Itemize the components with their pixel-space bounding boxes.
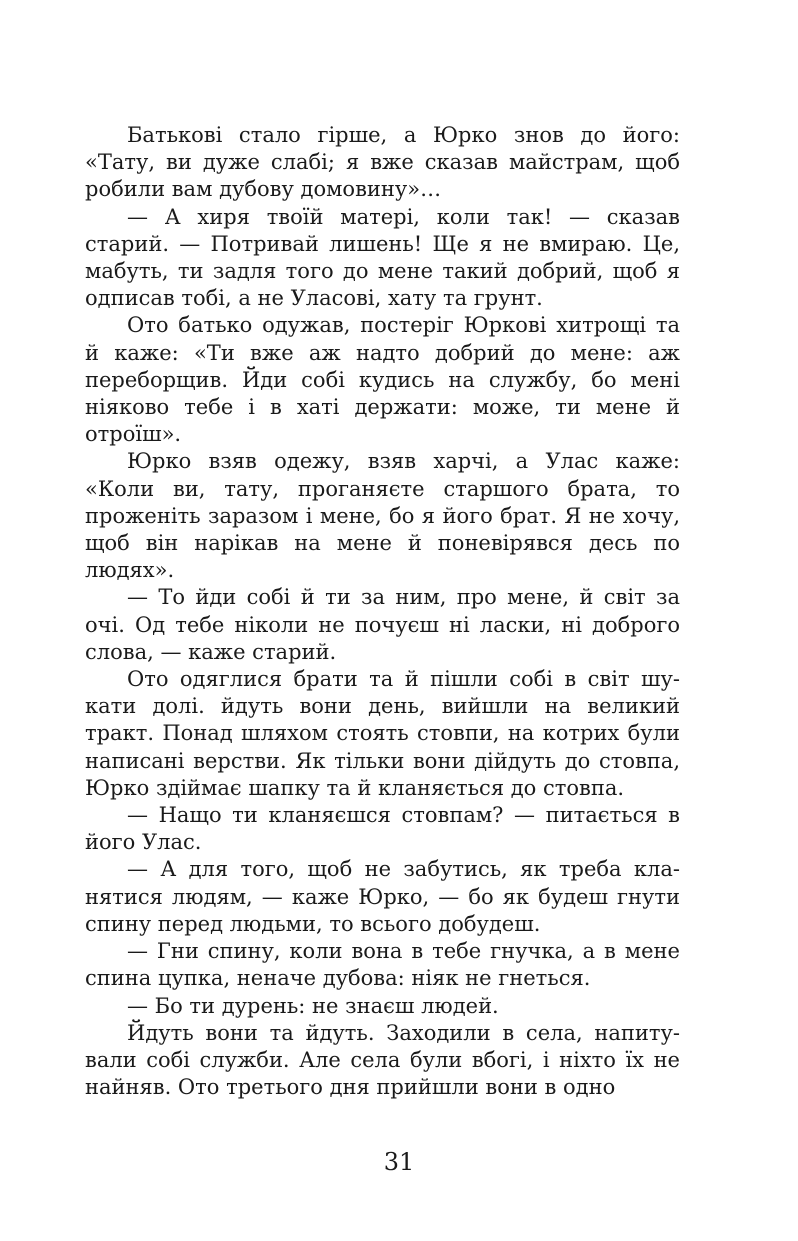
paragraph: Ото батько одужав, постеріг Юркові хитрощі та й каже: «Ти вже аж надто добрий до мене: аж переборщив. Йди собі кудись на службу, бо мені ніяково тебе і в хаті держати: може, ти мене й отроїш». [85, 313, 680, 447]
paragraph: — Бо ти дурень: не знаєш людей. [127, 993, 499, 1018]
body-text [85, 122, 680, 1101]
paragraph: — То йди собі й ти за ним, про мене, й світ за очі. Од тебе ніколи не почуєш ні ласки, ні доброго слова, — каже старий. [85, 585, 680, 664]
paragraph: — Гни спину, коли вона в тебе гнучка, а в мене спина цупка, неначе дубова: ніяк не гнеться. [85, 939, 680, 991]
page-number: 31 [383, 1148, 415, 1176]
paragraph: Ото одяглися брати та й пішли собі в світ шукати долі. йдуть вони день, вийшли на великий тракт. Понад шляхом стоять стовпи, на котрих були написані верстви. Як тільки вони дійдуть до стовпа, Юрко здіймає шапку та й кланяється до стовпа. [85, 667, 680, 800]
paragraph: Йдуть вони та йдуть. Заходили в села, напитували собі служби. Але села були вбогі, і ніхто їх не найняв. Ото третього дня прийшли вони в одно [85, 1020, 680, 1100]
paragraph: Батькові стало гірше, а Юрко знов до його: «Тату, ви дуже слабі; я вже сказав майстрам, щоб робили вам дубову домовину»… [85, 123, 680, 202]
paragraph: — Нащо ти кланяєшся стовпам? — питається в його Улас. [85, 803, 680, 855]
paragraph: — А хиря твоїй матері, коли так! — сказав старий. — Потривай лишень! Ще я не вмираю. Це, мабуть, ти задля того до мене такий добрий, щоб я одписав тобі, а не Уласові, хату та грунт. [85, 204, 680, 311]
paragraph: — А для того, щоб не забутись, як треба кланятися людям, — каже Юрко, — бо як будеш гнути спину перед людьми, то всього добудеш. [85, 857, 680, 936]
paragraph: Юрко взяв одежу, взяв харчі, а Улас каже: «Коли ви, тату, проганяєте старшого брата, то проженіть заразом і мене, бо я його брат. Я не хочу, щоб він нарікав на мене й поневірявся десь по людях». [85, 449, 680, 583]
